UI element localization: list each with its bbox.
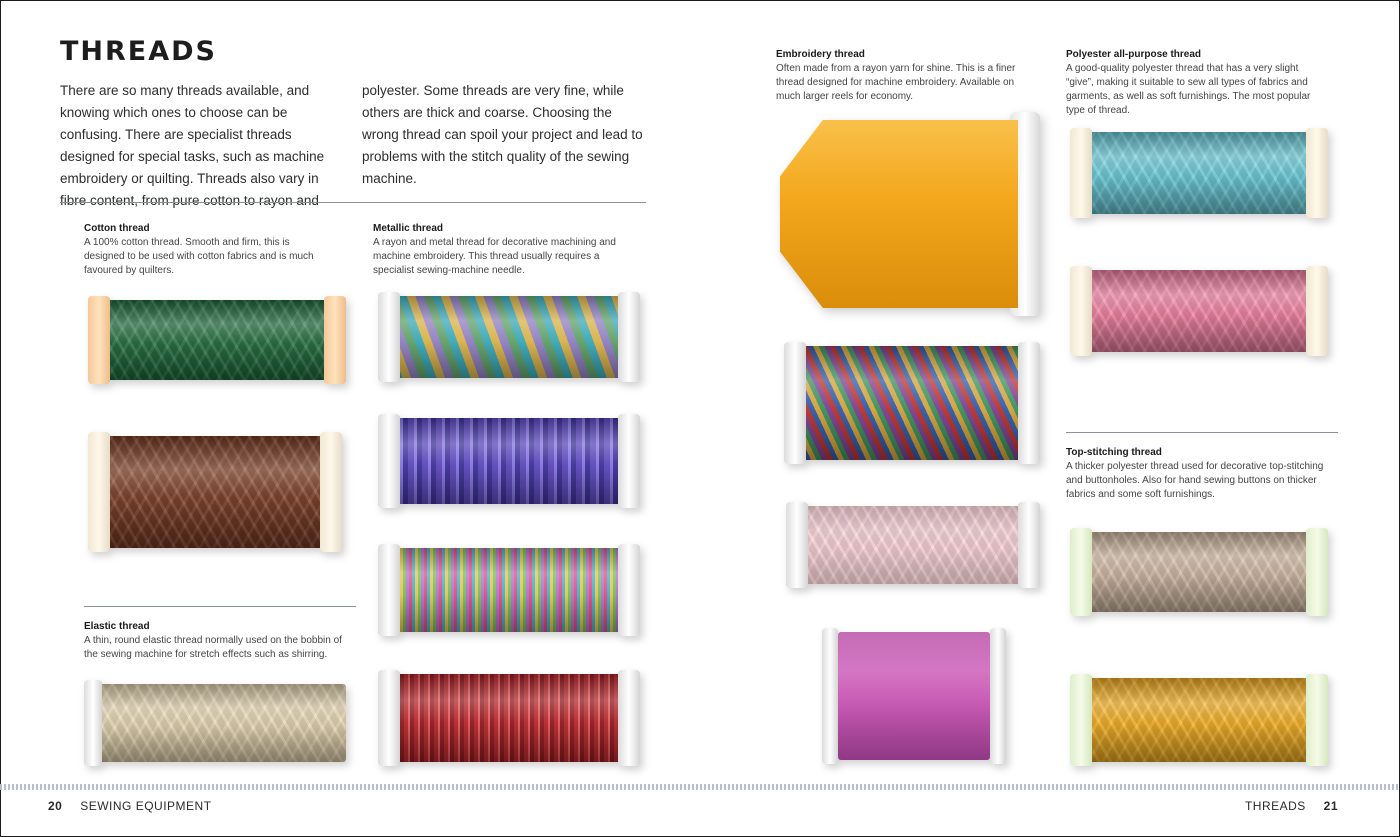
thread-sheen [802, 506, 1024, 584]
thread-sheen [98, 684, 346, 762]
thread-sheen [394, 418, 624, 504]
spool-flange-right [1306, 266, 1328, 356]
thread-sheen [394, 674, 624, 762]
caption-title: Metallic thread [373, 223, 444, 234]
footer-right [1245, 799, 1338, 813]
spool-flange-left [1070, 266, 1092, 356]
caption-title: Polyester all-purpose thread [1066, 49, 1202, 60]
spool-flange-left [378, 544, 400, 636]
spool-polyester-pink [1070, 266, 1328, 356]
section-label-left: SEWING EQUIPMENT [80, 799, 212, 813]
spool-metallic-red [378, 670, 640, 766]
spool-topstitch-beige [1070, 528, 1328, 616]
spool-flange-right [990, 628, 1006, 764]
page-title: THREADS [60, 36, 218, 67]
caption-text: A 100% cotton thread. Smooth and firm, this is designed to be used with cotton fabrics and is much favoured by quilters. [84, 237, 314, 276]
spool-flange-left [1070, 674, 1092, 766]
spool-flange-right [320, 432, 342, 552]
elastic-divider [84, 606, 356, 607]
thread-sheen [104, 436, 326, 548]
thread-sheen [394, 548, 624, 632]
intro-text-right: polyester. Some threads are very fine, while others are thick and coarse. Choosing the wrong thread can spoil your project and lead to problems with the stitch quality of the sewing machine. [362, 83, 643, 186]
spool-flange-right [1018, 502, 1040, 588]
caption-metallic-thread [373, 222, 643, 278]
caption-title: Elastic thread [84, 621, 150, 632]
footer-left [48, 799, 212, 813]
spool-elastic-cream [84, 680, 346, 766]
spool-flange-left [88, 432, 110, 552]
spool-flange-right [1306, 528, 1328, 616]
spool-flange-right [618, 292, 640, 382]
spool-flange-left [784, 342, 806, 464]
spool-metallic-multicolor [378, 544, 640, 636]
spool-flange-left [378, 292, 400, 382]
spool-flange-left [1070, 128, 1092, 218]
spool-flange-right [1306, 128, 1328, 218]
spool-flange-right [618, 544, 640, 636]
thread-sheen [1086, 132, 1312, 214]
page-number-right: 21 [1323, 799, 1338, 813]
spool-flange-left [378, 670, 400, 766]
intro-divider [60, 202, 646, 203]
spool-cotton-brown [88, 432, 342, 552]
caption-title: Top-stitching thread [1066, 447, 1162, 458]
spool-flange-left [84, 680, 102, 766]
caption-text: A thicker polyester thread used for decorative top-stitching and buttonholes. Also for hand sewing buttons on thicker fabrics and some soft furnishings. [1066, 461, 1324, 500]
spool-cotton-green [88, 296, 346, 384]
spool-flange-right [1306, 674, 1328, 766]
spool-embroidery-magenta [822, 628, 1006, 764]
topstitch-divider [1066, 432, 1338, 433]
page-number-left: 20 [48, 799, 63, 813]
spool-flange-left [822, 628, 838, 764]
spool-embroidery-variegated [784, 342, 1040, 464]
thread-sheen [800, 346, 1024, 460]
section-label-right: THREADS [1244, 799, 1306, 813]
intro-text-left: There are so many threads available, and knowing which ones to choose can be confusing. There are specialist threads designed for special tasks, such as machine embroidery or quilting. Threads also vary in fibre content, from pure cotton to rayon and [60, 83, 325, 208]
footer-band [0, 784, 1400, 790]
caption-text: A thin, round elastic thread normally used on the bobbin of the sewing machine for stretch effects such as shirring. [84, 635, 342, 660]
spool-metallic-variegated [378, 292, 640, 382]
spool-flange-right [618, 670, 640, 766]
caption-elastic-thread [84, 620, 344, 662]
spool-flange-left [786, 502, 808, 588]
caption-topstitch-thread [1066, 446, 1326, 502]
caption-text: Often made from a rayon yarn for shine. This is a finer thread designed for machine embroidery. Available on much larger reels for economy. [776, 63, 1016, 102]
thread-sheen [394, 296, 624, 378]
spool-flange-right [324, 296, 346, 384]
caption-embroidery-thread [776, 48, 1016, 104]
caption-title: Cotton thread [84, 223, 150, 234]
thread-sheen [1086, 678, 1312, 762]
thread-winding [780, 120, 1018, 308]
spool-flange-right [1018, 342, 1040, 464]
caption-cotton-thread [84, 222, 324, 278]
thread-sheen [1086, 270, 1312, 352]
spool-flange-left [88, 296, 110, 384]
thread-sheen [1086, 532, 1312, 612]
caption-text: A good-quality polyester thread that has a very slight “give”, making it suitable to sew all types of fabrics and garments, as well as soft furnishings. The most popular type of thread. [1066, 63, 1311, 116]
thread-sheen [104, 300, 330, 380]
caption-title: Embroidery thread [776, 49, 865, 60]
spool-metallic-purple [378, 414, 640, 508]
caption-text: A rayon and metal thread for decorative machining and machine embroidery. This thread usually requires a specialist sewing-machine needle. [373, 237, 616, 276]
thread-sheen [838, 632, 990, 760]
spool-flange-right [618, 414, 640, 508]
spool-polyester-blue [1070, 128, 1328, 218]
spool-flange-left [1070, 528, 1092, 616]
spool-flange-left [378, 414, 400, 508]
caption-polyester-thread [1066, 48, 1326, 118]
spool-embroidery-pink [786, 502, 1040, 588]
spool-topstitch-yellow [1070, 674, 1328, 766]
cone-embroidery-gold [780, 112, 1040, 316]
